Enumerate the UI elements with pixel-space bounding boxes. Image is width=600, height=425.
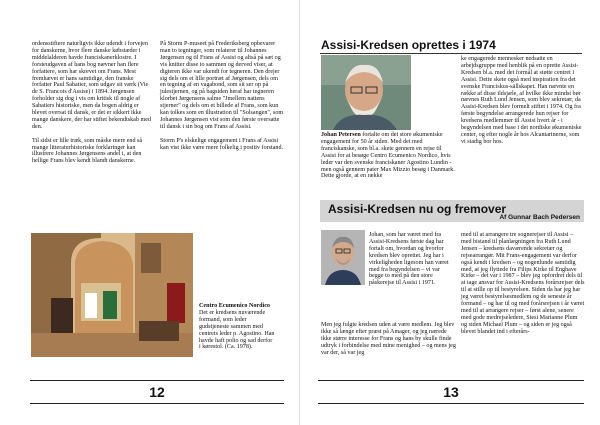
article1-bottom-paragraph <box>321 132 456 180</box>
left-column-2 <box>160 41 284 151</box>
left-col1-paragraph: ordensstiftere naturligvis ikke udendt i forvejen for danskerne, hvor flere danske købstæder i middelalderen havde franciskanerklostre. I forsteudgaven af hans bog nævner han flere forfattere, som har skrevet om Frans. Mest fremhævet er hans samtidige, den franske forfatter Paul Sabatier, som udgav sit værk (Vie de S. Francois d'Assise) i 1894. Jørgensen forholder sig dog i vis om kritisk til nogle af Sabatiers historiske, men da bogen aldrig er blevet oversat til dansk, er det er sikkert ikke mange danskere, der har stiftet bekendtskab med den. <box>32 41 151 130</box>
page-number-box <box>318 380 584 404</box>
article2-left-paragraph: Men jeg fulgte kredsen uden at være medlem. Jeg blev ikke så længe efter præst på Amager, og jeg nærede ikke større interesse for Frans og hans by skulle finde udtryk i forbindelse med mine menighed – og mens jeg var der, så var jeg <box>321 322 456 356</box>
left-col2-paragraph: På Storm P-museet på Frederiksberg opbevarer man to tegninger, som relaterer til Johannes Jørgensen og til Frans af Assisi og altså på sæt og vis knitter disse to sammen og derved viser, at digteren ikke var ukendt for tegneren. Den drejer sig dels om et lille portræt af Jørgensen, dels om en tegning af en vagabond, som sit ser op på julestjernen, og på bagsiden heraf har tegneren klorbet Jørgensens salme "Jmellem nattens stjerner" og dels om et billede af Frans, som kun kan tolkes som en illustration til "Solsangen", som Johannes Jørgensen vist som den første oversatte til dansk i sin bog om Frans af Assisi. <box>160 41 284 130</box>
page-number: 13 <box>443 384 459 400</box>
johan-petersen-name: Johan Petersen <box>321 132 361 138</box>
article2-left-column-lower <box>321 322 456 357</box>
article2-right-column <box>461 232 585 336</box>
page-number: 12 <box>149 384 165 400</box>
left-col1-paragraph: Til sidst er lille træk, som måske mere end så mange litteraturhistoriske forklaringer kan illustrere Johannes Jørgensens andel i, at den hellige Frans blev kendt blandt danskerne. <box>32 137 143 165</box>
article2-left-column <box>369 232 454 287</box>
church-interior-photo <box>31 233 193 357</box>
right-page <box>300 0 600 425</box>
article1-title-rule <box>320 53 582 54</box>
johan-petersen-portrait <box>321 55 411 130</box>
page-number-box <box>30 380 284 404</box>
article2-right-paragraph: med til at arrangere tre sognerejser til Assisi – med bistand til planlægningen fra Ruth Lund Jensen – kredsens daværende sekretær og rejsearrangør. Mit Frans-engagement var derfor også kendt i kredsen – og nogenlunde samtidig med, at jeg flyttede fra Filips Kirke til Enghave Kirke – det var i 1987 – blev jeg opfordret dels til at tage ansvar for Assisi-Kredsens forårsrejser dels til at stille op til bestyrelsen. Siden da har jeg har jeg været bestyrelsesmedlem og de seneste år formand – og har til og med forårsrejsen i år været med til at arrangere rejser – først alene, senere med gode medrejseledere, Stesi Marianne Plum og siden Michael Plum – og siden er jeg også blevet blandet ind i efterårs- <box>461 232 585 335</box>
caption-title: Centro Ecumenico Nordico <box>199 303 270 309</box>
caption-text: Det er kredsens nuværende formand, som leder gudstjeneste sammen med centrets leder p. Agostino. Han havde haft polio og sad derfor i kørestol. (Ca. 1978). <box>199 309 275 351</box>
article2-byline: Af Gunnar Bach Pedersen <box>499 214 580 221</box>
article1-right-paragraph: ke engagerede mennesker nedsatte en arbejdsgruppe med henblik på en oprette Assisi-Kredsen bl.a. med det formål at støtte centret i Assisi. Dette skete også med inspiration fra det svenske Franciskus-sällskapet. Han nævnte en række af disse ildsjæle, af hvilke ikke mindst bør nævnes Ruth Lund Jensen, som blev sekretær, da Assisi-Kredsen blev formelt stiftet i 1974. Og fra første begyndelse arrangerede hun rejser for kredsens medlemmer til Assisi hvert år - i begyndelsen med base i det nordiske økumeniske center, og efter nogle år hos Alcantarinerne, som vi stadig bor hos. <box>461 56 582 145</box>
left-column-1 <box>32 41 154 165</box>
article1-right-column <box>461 56 585 146</box>
article2-title: Assisi-Kredsen nu og fremover <box>328 202 507 216</box>
article2-header-bar <box>320 200 584 222</box>
gunnar-portrait <box>321 230 365 285</box>
photo-caption <box>199 303 275 351</box>
article2-left-paragraph: Johan, som har været med fra Assisi-Kredsens første dag har fortalt om, hvordan og hvorfor kredsen blev oprettet. Jeg har i virkeligheden ligesom han været med fra begyndelsen – vi var begge to med på den store påskerejse til Assisi i 1971. <box>369 232 449 287</box>
article1-bottom-text: fortalte om det store økumeniske engagement for 50 år siden. Med det med franciskanske, som bl.a. skete gennem en rejse til Assisi for at besøge Centro Ecumenico Nordico, hvis leder var den svenske franciskaner Agostino Lundin - men også gennem pater Max Mizzio besøg i Danmark. Dette gjorde, at en række <box>321 132 455 180</box>
left-col2-paragraph: Storm P's elskelige engagement i Frans af Assisi kan vist ikke være mere folkelig i positiv forstand. <box>160 137 284 151</box>
article1-title: Assisi-Kredsen oprettes i 1974 <box>321 38 496 52</box>
